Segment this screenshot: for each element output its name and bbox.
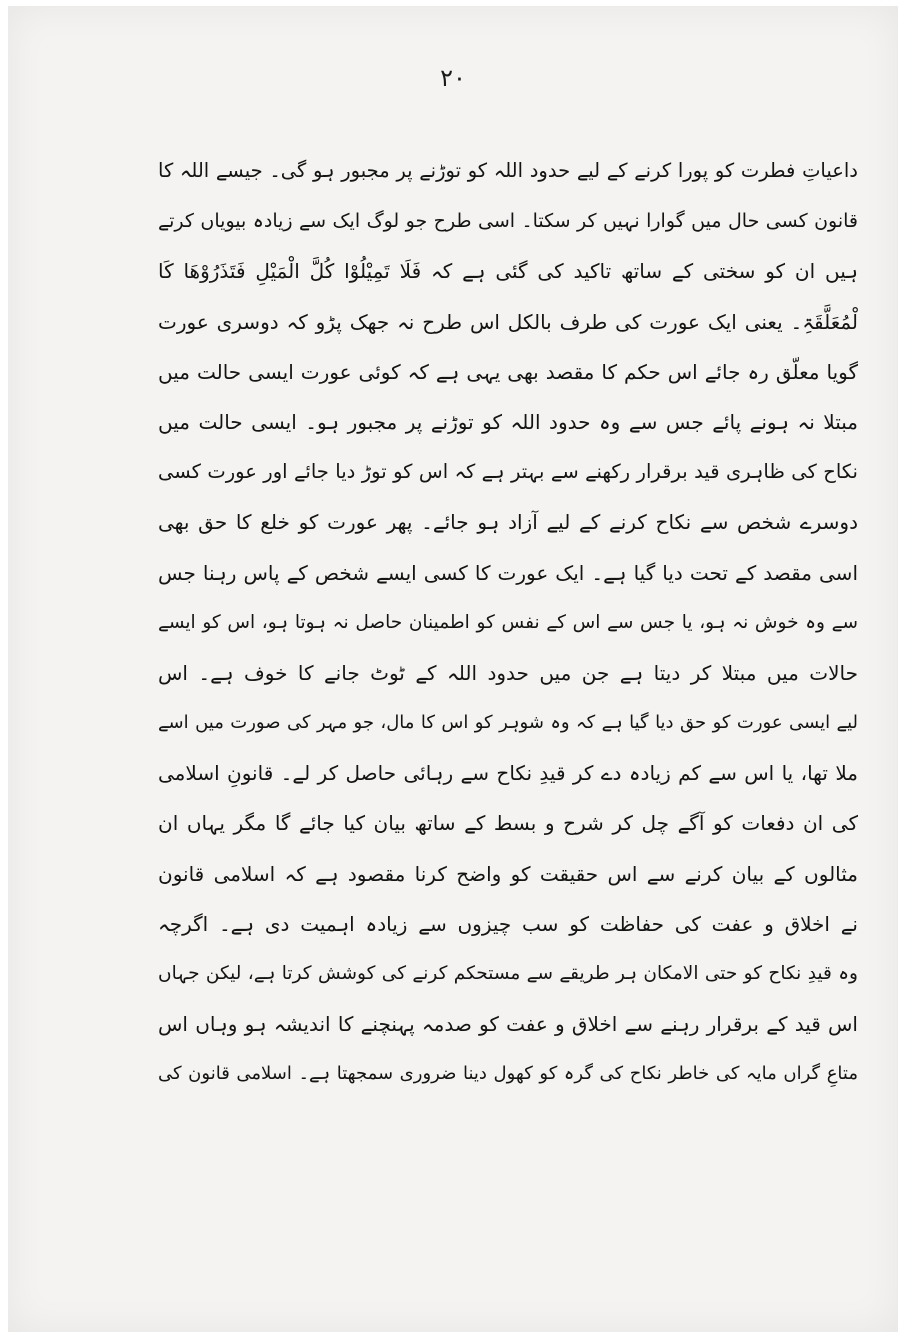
text-line: لْمُعَلَّقَۃِ۔ یعنی ایک عورت کی طرف بالکل اس طرح نہ جھک پڑو کہ دوسری عورت	[158, 309, 858, 334]
text-line: مثالوں کے بیان کرنے سے اس حقیقت کو واضح کرنا مقصود ہے کہ اسلامی قانون	[158, 861, 858, 886]
text-line: نکاح کی ظاہری قید برقرار رکھنے سے بہتر ہے کہ اس کو توڑ دیا جائے اور عورت کسی	[158, 460, 858, 484]
text-line: لیے ایسی عورت کو حق دیا گیا ہے کہ وہ شوہر کو اس کا مال، جو مہر کی صورت میں اسے	[158, 712, 858, 734]
text-line: مبتلا نہ ہونے پائے جس سے وہ حدود اللہ کو توڑنے پر مجبور ہو۔ ایسی حالت میں	[158, 409, 858, 434]
page-number: ۲۰	[440, 64, 466, 92]
text-line: کی ان دفعات کو آگے چل کر شرح و بسط کے ساتھ بیان کیا جائے گا مگر یہاں ان	[158, 811, 858, 836]
text-line: ہیں ان کو سختی کے ساتھ تاکید کی گئی ہے کہ فَلَا تَمِیْلُوْا کُلَّ الْمَیْلِ فَتَذَرُوْھَا کَا	[158, 259, 858, 284]
text-line: اسی مقصد کے تحت دیا گیا ہے۔ ایک عورت کا کسی ایسے شخص کے پاس رہنا جس	[158, 560, 858, 585]
text-line: داعیاتِ فطرت کو پورا کرنے کے لیے حدود اللہ کو توڑنے پر مجبور ہو گی۔ جیسے اللہ کا	[158, 159, 858, 182]
text-line: گویا معلّق رہ جائے اس حکم کا مقصد بھی یہی ہے کہ کوئی عورت ایسی حالت میں	[158, 359, 858, 384]
text-line: حالات میں مبتلا کر دیتا ہے جن میں حدود اللہ کے ٹوٹ جانے کا خوف ہے۔ اس	[158, 660, 858, 685]
text-line: ملا تھا، یا اس سے کم زیادہ دے کر قیدِ نکاح سے رہائی حاصل کر لے۔ قانونِ اسلامی	[158, 761, 858, 786]
text-line: نے اخلاق و عفت کی حفاظت کو سب چیزوں سے زیادہ اہمیت دی ہے۔ اگرچہ	[158, 911, 858, 936]
scanned-page	[8, 6, 898, 1332]
body-text	[158, 146, 858, 1100]
text-line: سے وہ خوش نہ ہو، یا جس سے اس کے نفس کو اطمینان حاصل نہ ہوتا ہو، اس کو ایسے	[158, 611, 858, 633]
text-line: وہ قیدِ نکاح کو حتی الامکان ہر طریقے سے مستحکم کرنے کی کوشش کرتا ہے، لیکن جہاں	[158, 963, 858, 984]
text-line: اس قید کے برقرار رہنے سے اخلاق و عفت کو صدمہ پہنچنے کا اندیشہ ہو وہاں اس	[158, 1012, 858, 1037]
text-line: قانون کسی حال میں گوارا نہیں کر سکتا۔ اسی طرح جو لوگ ایک سے زیادہ بیویاں کرتے	[158, 210, 858, 233]
text-line: دوسرے شخص سے نکاح کرنے کے لیے آزاد ہو جائے۔ پھر عورت کو خلع کا حق بھی	[158, 510, 858, 535]
text-line: متاعِ گراں مایہ کی خاطر نکاح کی گرہ کو کھول دینا ضروری سمجھتا ہے۔ اسلامی قانون کی	[158, 1063, 858, 1085]
